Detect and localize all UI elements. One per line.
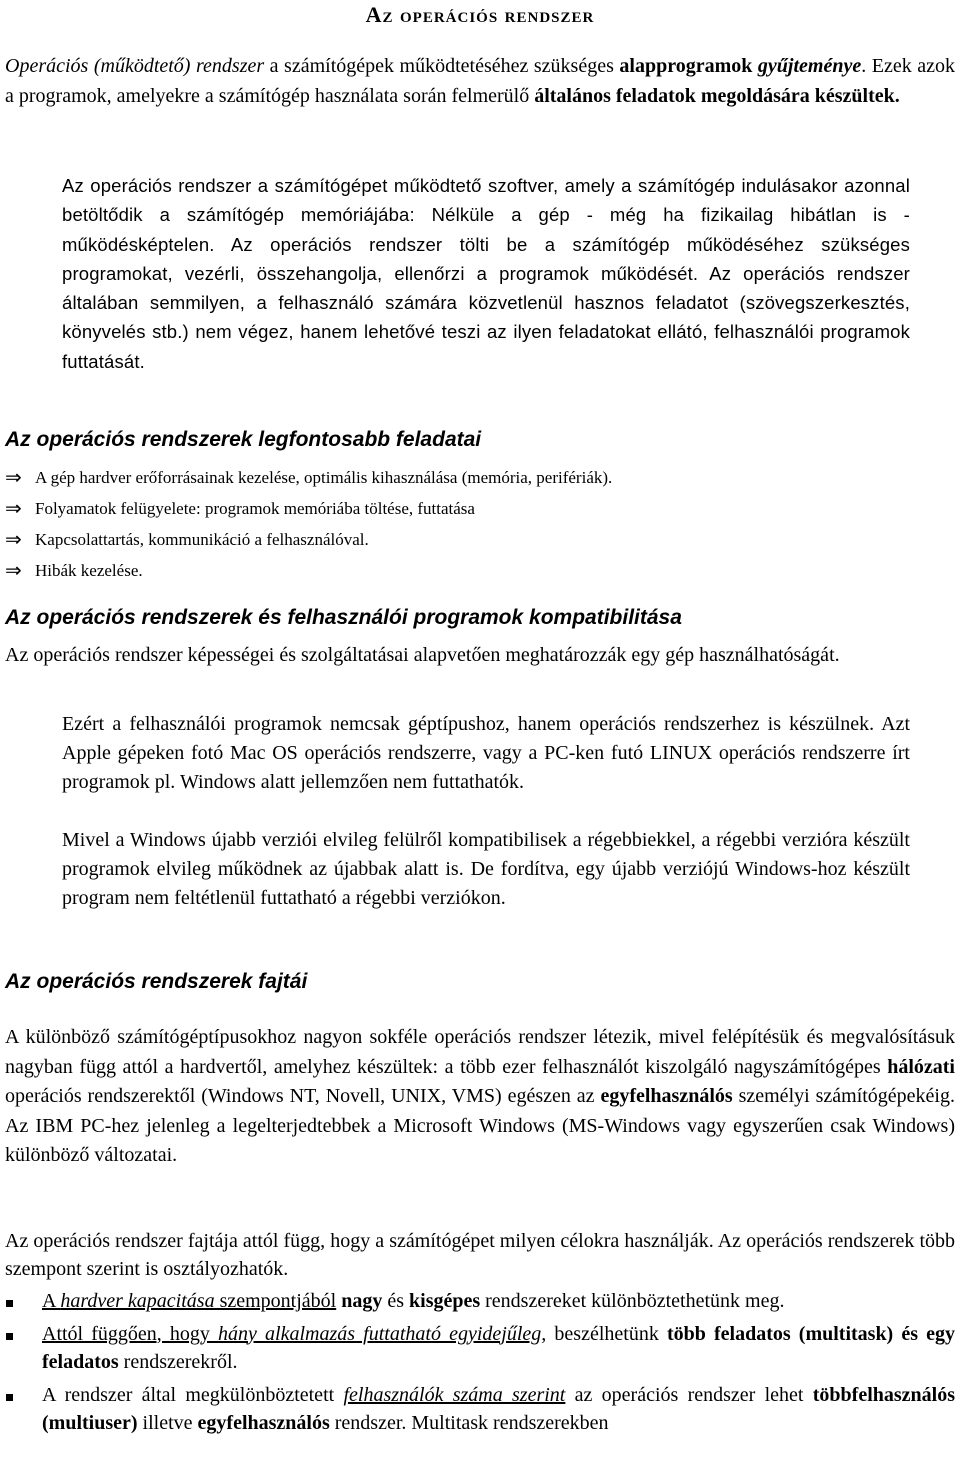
intro-bold-2: általános feladatok megoldására készültek. xyxy=(534,84,900,107)
classification-list xyxy=(5,1287,955,1438)
compatibility-indent-2: Mivel a Windows újabb verziói elvileg felülről kompatibilisek a régebbiekkel, a régebbi verzióra készült programok elvileg működnek az újabbak alatt is. De fordítva, egy újabb verziójú Windows-hoz készült program nem feltétlenül futtatható a régebbi verziókon. xyxy=(62,829,910,909)
double-arrow-icon: ⇒ xyxy=(5,497,22,520)
intro-bold-italic: gyűjteménye xyxy=(757,55,862,77)
intro-bold: alapprogramok xyxy=(619,55,753,77)
square-bullet-icon xyxy=(6,1333,13,1340)
heading-os-types: Az operációs rendszerek fajtái xyxy=(5,970,308,993)
list-item: ⇒ Kapcsolattartás, kommunikáció a felhasználóval. xyxy=(5,528,369,551)
heading-compatibility: Az operációs rendszerek és felhasználói programok kompatibilitása xyxy=(5,606,682,629)
intro-italic: Operációs (működtető) rendszer xyxy=(5,55,265,77)
heading-main-tasks: Az operációs rendszerek legfontosabb feladatai xyxy=(5,428,482,451)
title-rest: z operációs rendszer xyxy=(382,2,595,27)
double-arrow-icon: ⇒ xyxy=(5,466,22,489)
title-initial: A xyxy=(365,2,383,27)
list-item: ⇒ A gép hardver erőforrásainak kezelése, optimális kihasználása (memória, perifériák). xyxy=(5,466,613,489)
page-title xyxy=(0,2,960,28)
list-item: Attól függően, hogy hány alkalmazás futtatható egyidejűleg, beszélhetünk több feladatos (multitask) és egy feladatos rendszerekről. xyxy=(5,1320,955,1377)
square-bullet-icon xyxy=(6,1300,13,1307)
list-item: A hardver kapacitása szempontjából nagy és kisgépes rendszereket különböztethetünk meg. xyxy=(5,1287,955,1316)
compatibility-paragraph: Az operációs rendszer képességei és szolgáltatásai alapvetően meghatározzák egy gép használhatóságát. xyxy=(5,644,840,666)
intro-text: a számítógépek működtetéséhez szükséges xyxy=(264,55,620,77)
intro-paragraph xyxy=(5,52,955,111)
types-paragraph: A különböző számítógéptípusokhoz nagyon sokféle operációs rendszer létezik, mivel felépítésük és megvalósításuk nagyban függ attól a hardvertől, amelyhez készültek: a több ezer felhasználót kiszolgáló nagyszámítógépes hálózati operációs rendszerektől (Windows NT, Novell, UNIX, VMS) egészen az egyfelhasználós személyi számítógépekéig. Az IBM PC-hez jelenleg a legelterjedtebbek a Microsoft Windows (MS-Windows vagy egyszerűen csak Windows) különböző változatai. xyxy=(5,1026,955,1166)
list-item: ⇒ Hibák kezelése. xyxy=(5,559,143,582)
compatibility-indent-1: Ezért a felhasználói programok nemcsak géptípushoz, hanem operációs rendszerhez is készülnek. Azt Apple gépeken fotó Mac OS operációs rendszerre, vagy a PC-ken futó LINUX operációs rendszerre írt programok pl. Windows alatt jellemzően nem futtathatók. xyxy=(62,713,910,793)
types-paragraph-2: Az operációs rendszer fajtája attól függ, hogy a számítógépet milyen célokra használják. Az operációs rendszerek több szempont szerint is osztályozhatók. xyxy=(5,1230,955,1280)
task-list xyxy=(5,462,945,586)
list-item: A rendszer által megkülönböztetett felhasználók száma szerint az operációs rendszer lehet többfelhasználós (multiuser) illetve egyfelhasználós rendszer. Multitask rendszerekben xyxy=(5,1381,955,1438)
double-arrow-icon: ⇒ xyxy=(5,528,22,551)
double-arrow-icon: ⇒ xyxy=(5,559,22,582)
intro-text-2: . Ezek azok a programok, amelyekre a számítógép használata során felmerülő xyxy=(5,55,955,107)
list-item: ⇒ Folyamatok felügyelete: programok memóriába töltése, futtatása xyxy=(5,497,475,520)
definition-paragraph: Az operációs rendszer a számítógépet működtető szoftver, amely a számítógép indulásakor azonnal betöltődik a számítógép memóriájába: Nélküle a gép - még ha fizikailag hibátlan is - működésképtelen. Az operációs rendszer tölti be a számítógép működéséhez szükséges programokat, vezérli, összehangolja, ellenőrzi a programok működését. Az operációs rendszer általában semmilyen, a felhasználó számára közvetlenül hasznos feladatot (szövegszerkesztés, könyvelés stb.) nem végez, hanem lehetővé teszi az ilyen feladatokat ellátó, felhasználói programok futtatását. xyxy=(62,175,910,372)
square-bullet-icon xyxy=(6,1394,13,1401)
